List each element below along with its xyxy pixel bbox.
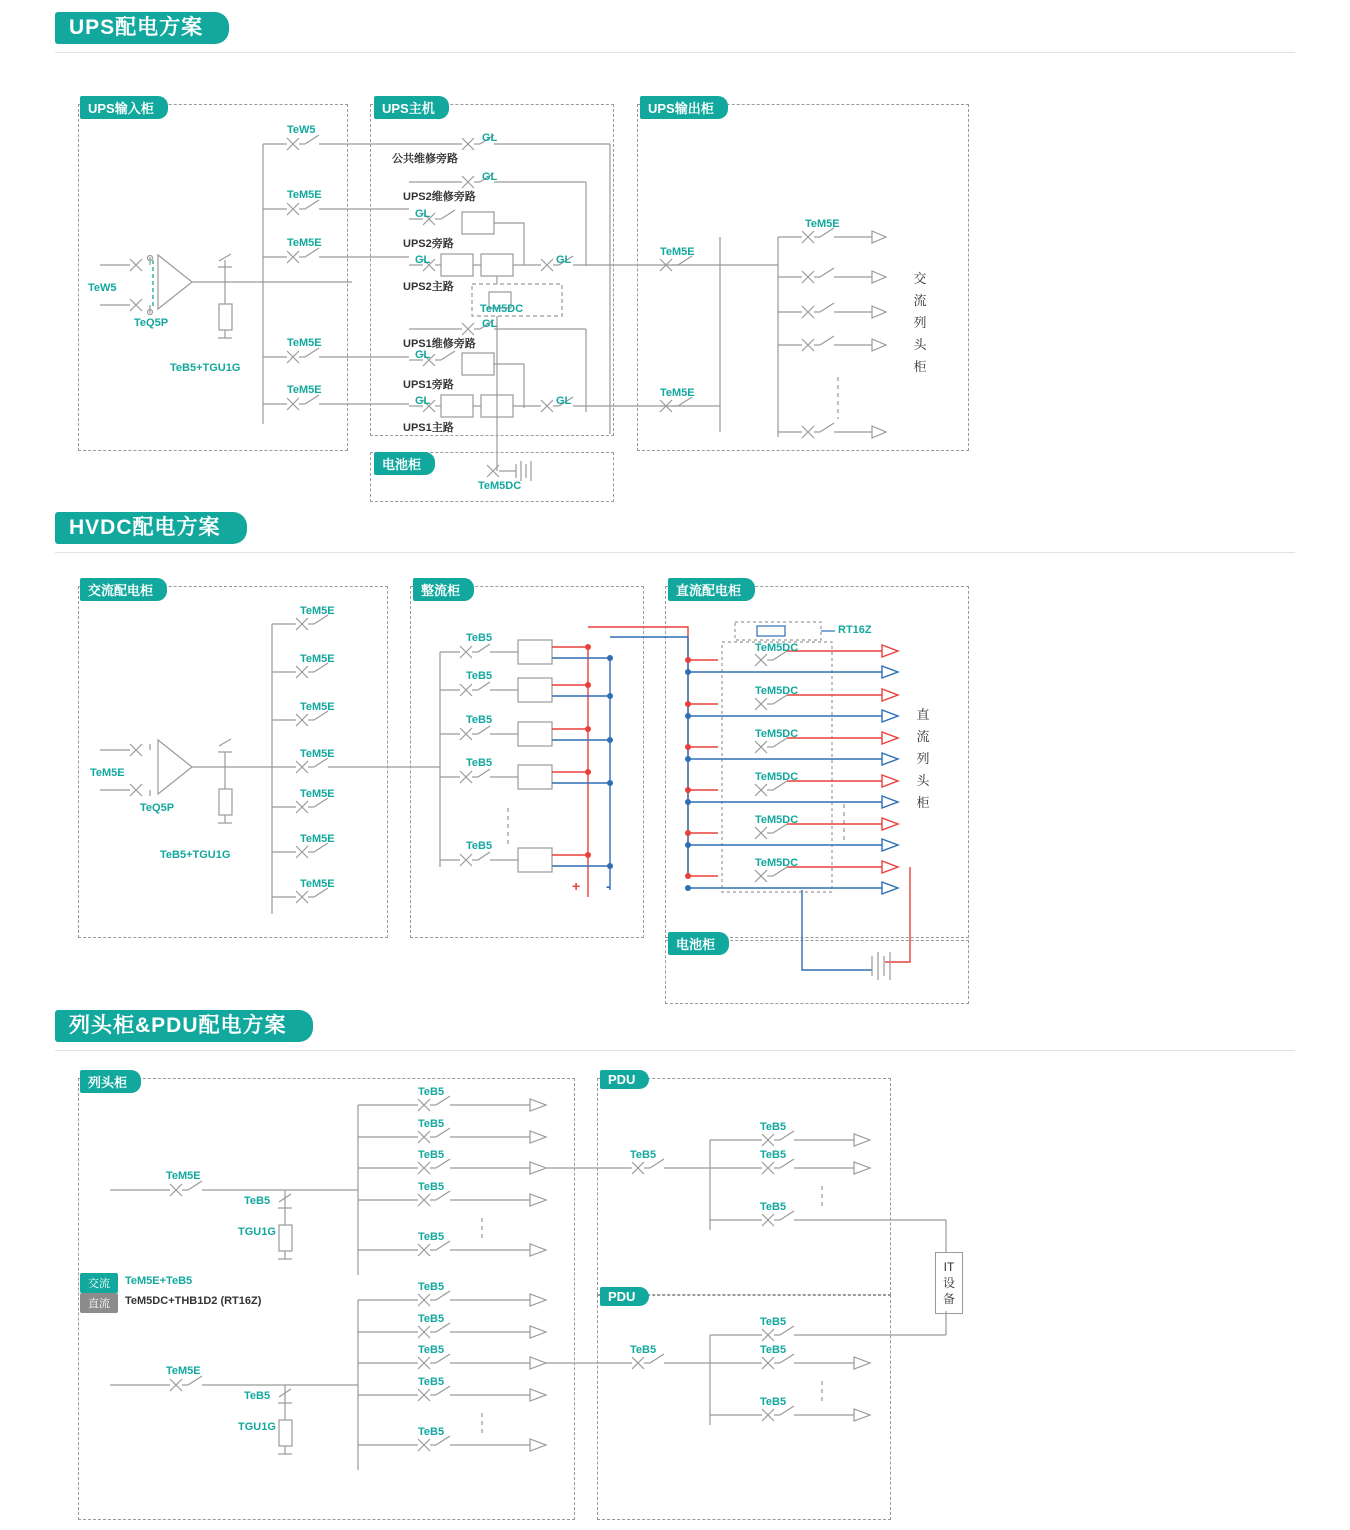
label-pdu1-in: TeB5 <box>630 1149 657 1161</box>
label-battery-tem5dc: TeM5DC <box>478 480 522 492</box>
label-host-row-0: 公共维修旁路 <box>392 153 458 165</box>
panel-label-ac-dist: 交流配电柜 <box>80 578 167 601</box>
panel-label-ups-output: UPS输出柜 <box>640 96 728 119</box>
label-output-tem5e-2: TeM5E <box>660 387 695 399</box>
ups-schematic <box>0 12 1350 512</box>
label-input-tew5-top: TeW5 <box>287 124 316 136</box>
label-polarity-plus: + <box>572 878 581 894</box>
label-hvdc-ac-in: TeM5E <box>90 767 125 779</box>
it-equipment-box: IT设备 <box>935 1252 963 1314</box>
label-host-gl-3: GL <box>415 254 431 266</box>
label-host-gl-6b: GL <box>556 395 572 407</box>
section-title-pdu: 列头柜&PDU配电方案 <box>55 1010 313 1042</box>
label-spd-top-fuse: TGU1G <box>238 1226 276 1238</box>
label-input-teq5p: TeQ5P <box>134 317 169 329</box>
label-pdu2-feeder-2: TeB5 <box>760 1396 787 1408</box>
label-fuse-rt16z: RT16Z <box>838 624 872 636</box>
label-dc-feeder-1: TeM5DC <box>755 685 799 697</box>
label-spd-top-sw: TeB5 <box>244 1195 271 1207</box>
label-input-tem5e-4: TeM5E <box>287 384 322 396</box>
label-pdu2-feeder-0: TeB5 <box>760 1316 787 1328</box>
panel-label-ups-input: UPS输入柜 <box>80 96 168 119</box>
label-input-tem5e-1: TeM5E <box>287 189 322 201</box>
section-ups <box>0 12 1350 512</box>
label-spd-bottom-sw: TeB5 <box>244 1390 271 1402</box>
label-dc-feeder-5: TeM5DC <box>755 857 799 869</box>
label-input-tem5e-2: TeM5E <box>287 237 322 249</box>
label-pdu1-feeder-0: TeB5 <box>760 1121 787 1133</box>
label-hvdc-ac-feeder-3: TeM5E <box>300 748 335 760</box>
label-host-gl-6: GL <box>415 395 431 407</box>
label-dc-feeder-2: TeM5DC <box>755 728 799 740</box>
label-top-feeder-0: TeB5 <box>418 1086 445 1098</box>
panel-label-ups-battery: 电池柜 <box>374 452 435 475</box>
label-top-feeder-1: TeB5 <box>418 1118 445 1130</box>
label-hvdc-ac-feeder-6: TeM5E <box>300 878 335 890</box>
legend-value-ac: TeM5E+TeB5 <box>125 1275 193 1287</box>
label-host-row-1: UPS2维修旁路 <box>403 191 476 203</box>
label-rect-feeder-3: TeB5 <box>466 757 493 769</box>
label-hvdc-ac-feeder-2: TeM5E <box>300 701 335 713</box>
label-hvdc-teq5p: TeQ5P <box>140 802 175 814</box>
label-hvdc-ac-feeder-4: TeM5E <box>300 788 335 800</box>
label-hvdc-ac-feeder-0: TeM5E <box>300 605 335 617</box>
label-input-tew5-src: TeW5 <box>88 282 117 294</box>
label-dc-feeder-4: TeM5DC <box>755 814 799 826</box>
legend-value-dc: TeM5DC+THB1D2 (RT16Z) <box>125 1295 262 1307</box>
panel-label-rectifier: 整流柜 <box>413 578 474 601</box>
label-host-row-2: UPS2旁路 <box>403 238 454 250</box>
section-title-hvdc: HVDC配电方案 <box>55 512 247 544</box>
label-host-row-3: UPS2主路 <box>403 281 454 293</box>
label-top-feeder-3: TeB5 <box>418 1181 445 1193</box>
label-host-dc: TeM5DC <box>480 303 524 315</box>
label-pdu1-feeder-2: TeB5 <box>760 1201 787 1213</box>
panel-label-hvdc-battery: 电池柜 <box>668 932 729 955</box>
pdu-schematic <box>0 1010 1350 1530</box>
label-output-tem5e-1: TeM5E <box>660 246 695 258</box>
label-bottom-feeder-4: TeB5 <box>418 1426 445 1438</box>
label-rect-feeder-2: TeB5 <box>466 714 493 726</box>
panel-label-ups-host: UPS主机 <box>374 96 449 119</box>
panel-label-rowcabinet: 列头柜 <box>80 1070 141 1093</box>
panel-label-pdu-1: PDU <box>600 1070 649 1089</box>
hvdc-schematic <box>0 512 1350 1022</box>
label-bottom-feeder-1: TeB5 <box>418 1313 445 1325</box>
label-top-feeder-2: TeB5 <box>418 1149 445 1161</box>
panel-label-pdu-2: PDU <box>600 1287 649 1306</box>
label-host-gl-4: GL <box>482 318 498 330</box>
label-host-gl-3b: GL <box>556 254 572 266</box>
section-hvdc <box>0 512 1350 1022</box>
label-dc-feeder-3: TeM5DC <box>755 771 799 783</box>
label-rect-feeder-0: TeB5 <box>466 632 493 644</box>
legend-tag-ac: 交流 <box>80 1273 118 1293</box>
label-rect-feeder-1: TeB5 <box>466 670 493 682</box>
section-title-ups: UPS配电方案 <box>55 12 229 44</box>
label-bottom-feeder-2: TeB5 <box>418 1344 445 1356</box>
label-host-gl-0: GL <box>482 132 498 144</box>
label-bottom-feeder-3: TeB5 <box>418 1376 445 1388</box>
label-hvdc-ac-feeder-5: TeM5E <box>300 833 335 845</box>
label-pdu-main-in-bottom: TeM5E <box>166 1365 201 1377</box>
label-polarity-minus: - <box>606 878 611 894</box>
label-pdu2-in: TeB5 <box>630 1344 657 1356</box>
label-host-gl-2: GL <box>415 208 431 220</box>
label-dc-feeder-0: TeM5DC <box>755 642 799 654</box>
label-pdu-main-in-top: TeM5E <box>166 1170 201 1182</box>
label-rect-feeder-4: TeB5 <box>466 840 493 852</box>
label-input-tem5e-3: TeM5E <box>287 337 322 349</box>
label-bottom-feeder-0: TeB5 <box>418 1281 445 1293</box>
section-pdu <box>0 1010 1350 1530</box>
label-host-row-4: UPS1维修旁路 <box>403 338 476 350</box>
label-host-row-6: UPS1主路 <box>403 422 454 434</box>
label-hvdc-spd: TeB5+TGU1G <box>160 849 231 861</box>
label-pdu2-feeder-1: TeB5 <box>760 1344 787 1356</box>
panel-label-dc-dist: 直流配电柜 <box>668 578 755 601</box>
label-host-row-5: UPS1旁路 <box>403 379 454 391</box>
label-input-spd: TeB5+TGU1G <box>170 362 241 374</box>
label-hvdc-ac-feeder-1: TeM5E <box>300 653 335 665</box>
label-ups-right-vertical: 交流列头柜 <box>913 271 927 374</box>
label-pdu1-feeder-1: TeB5 <box>760 1149 787 1161</box>
legend-tag-dc: 直流 <box>80 1293 118 1313</box>
label-hvdc-right-vertical: 直流列头柜 <box>916 707 930 810</box>
label-output-feeder: TeM5E <box>805 218 840 230</box>
label-top-feeder-4: TeB5 <box>418 1231 445 1243</box>
label-host-gl-1: GL <box>482 171 498 183</box>
label-host-gl-5: GL <box>415 349 431 361</box>
label-spd-bottom-fuse: TGU1G <box>238 1421 276 1433</box>
